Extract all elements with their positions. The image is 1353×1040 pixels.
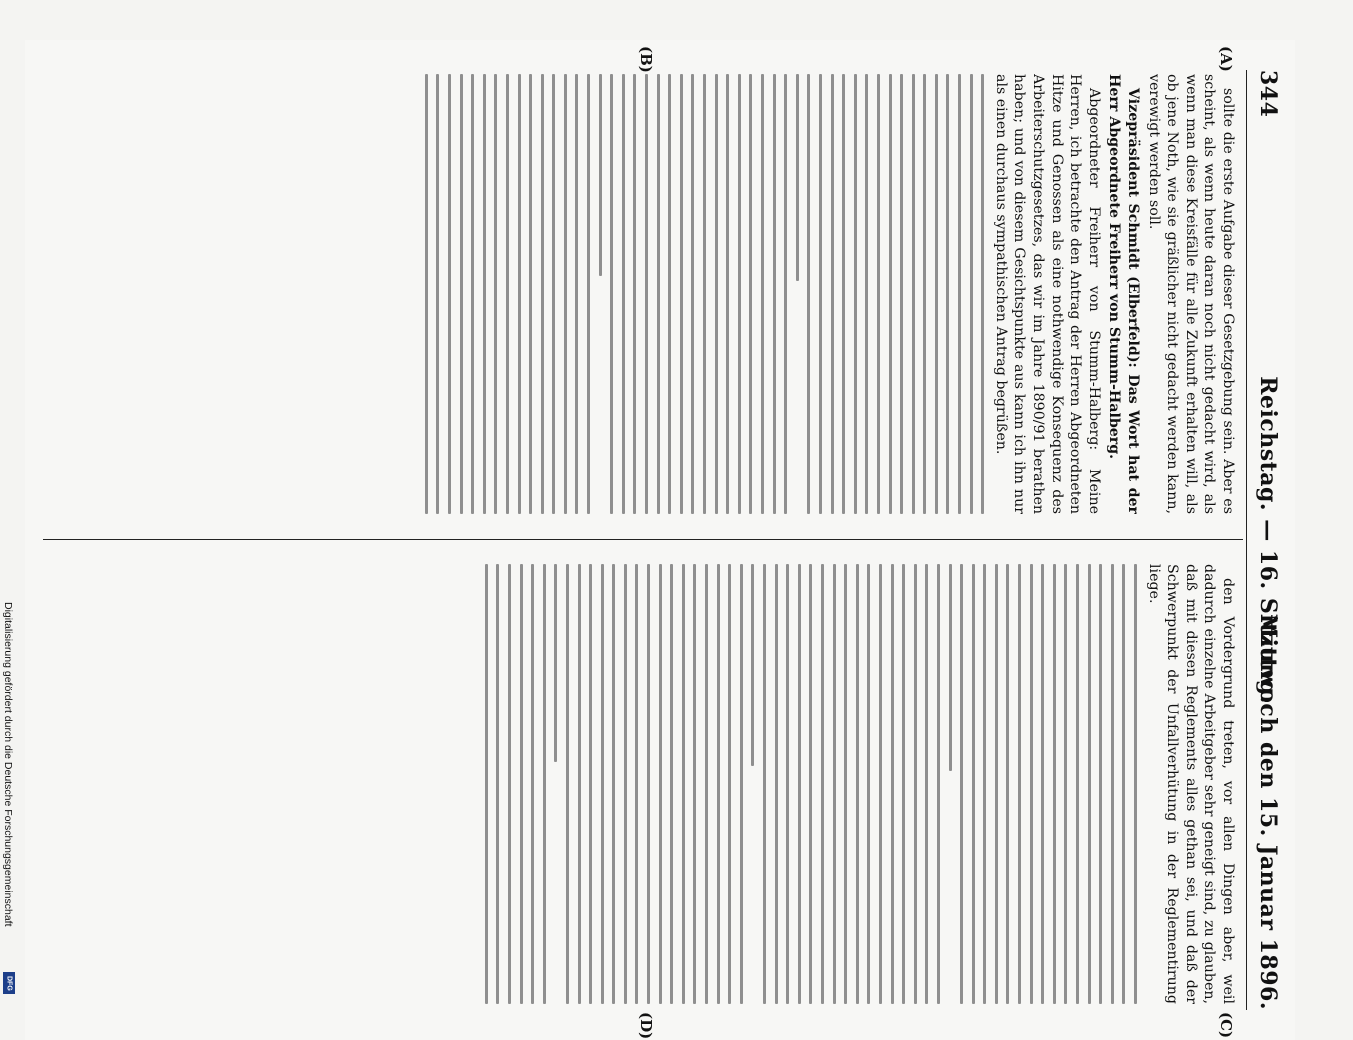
text-line: [1007, 564, 1010, 1004]
text-line: [891, 564, 894, 1004]
margin-marker-d: (D): [637, 1012, 655, 1040]
left-column: [47, 74, 1237, 514]
text-line: [645, 74, 648, 514]
text-line: [576, 74, 579, 514]
text-line: [691, 74, 694, 514]
text-line: [900, 74, 903, 514]
text-line: [717, 564, 720, 1004]
text-line: [912, 74, 915, 514]
text-line: [923, 74, 926, 514]
text-line: [508, 564, 511, 1004]
page-title: Reichstag. — 16. Sitzung.: [1255, 376, 1281, 704]
margin-marker-a: (A): [1217, 46, 1235, 72]
text-line: [647, 564, 650, 1004]
text-line: [670, 564, 673, 1004]
column-divider: [43, 539, 1243, 540]
text-line: [786, 564, 789, 1004]
text-line: [566, 564, 569, 1004]
illegible-body-text: [425, 74, 985, 514]
text-line: [518, 74, 521, 514]
text-line: [796, 74, 799, 281]
text-line: [705, 564, 708, 1004]
text-line: [856, 564, 859, 1004]
text-line: [925, 564, 928, 1004]
text-line: [728, 564, 731, 1004]
text-line: [693, 564, 696, 1004]
text-line: [1099, 564, 1102, 1004]
text-line: [854, 74, 857, 514]
text-line: [460, 74, 463, 514]
text-line: [599, 74, 602, 276]
page-header: [1249, 70, 1285, 1010]
text-line: [564, 74, 567, 514]
header-rule: [1246, 70, 1247, 1010]
text-line: [761, 74, 764, 514]
text-line: [958, 74, 961, 514]
text-line: [763, 564, 766, 1004]
text-line: [726, 74, 729, 514]
left-opening-paragraph: sollte die erste Aufgabe dieser Gesetzgebung sein. Aber es scheint, als wenn heute daran noch nicht gedacht wird, als wenn man diese Kreisfälle für alle Zukunft erhalten will, als ob jene Noth, wie sie gräßlicher nicht gedacht werden kann, verewigt werden soll.: [1145, 74, 1236, 514]
text-line: [668, 74, 671, 514]
text-line: [947, 74, 950, 514]
text-line: [485, 564, 488, 1004]
text-line: [784, 74, 787, 514]
text-line: [749, 74, 752, 514]
right-opening-paragraph: den Vordergrund treten, vor allen Dingen aber, weil dadurch einzelne Arbeitgeber sehr geneigt sind, zu glauben, daß mit diesen Reglements alles gethan sei, und daß der Schwerpunkt der Unfallverhütung in der Reglementirung liege.: [1145, 564, 1236, 1004]
text-line: [773, 74, 776, 514]
text-line: [1053, 564, 1056, 1004]
text-line: [833, 564, 836, 1004]
text-line: [552, 74, 555, 514]
text-line: [1111, 564, 1114, 1004]
text-line: [659, 564, 662, 1004]
text-line: [960, 564, 963, 1004]
text-line: [970, 74, 973, 514]
text-line: [821, 564, 824, 1004]
text-line: [494, 74, 497, 514]
text-line: [682, 564, 685, 1004]
text-line: [601, 564, 604, 1004]
speaker-paragraph-vizepraesident: Vizepräsident Schmidt (Elberfeld): Das Wort hat der Herr Abgeordnete Freiherr von Stumm-Halberg.: [1106, 74, 1142, 514]
scanned-page: [25, 40, 1295, 1040]
text-line: [1134, 564, 1137, 1004]
text-line: [520, 564, 523, 1004]
text-line: [578, 564, 581, 1004]
session-date: Mittwoch den 15. Januar 1896.: [1255, 613, 1281, 1010]
text-line: [751, 564, 754, 766]
text-line: [529, 74, 532, 514]
text-line: [554, 564, 557, 762]
page-number: 344: [1255, 70, 1281, 118]
text-line: [436, 74, 439, 514]
text-line: [738, 74, 741, 514]
text-line: [983, 564, 986, 1004]
text-line: [842, 74, 845, 514]
text-line: [1030, 564, 1033, 1004]
right-column: [47, 564, 1237, 1004]
text-line: [937, 564, 940, 1004]
margin-marker-b: (B): [637, 46, 655, 73]
text-line: [819, 74, 822, 514]
text-line: [622, 74, 625, 514]
text-line: [1018, 564, 1021, 1004]
text-line: [809, 564, 812, 1004]
text-line: [543, 564, 546, 1004]
text-line: [1041, 564, 1044, 1004]
text-line: [610, 74, 613, 514]
illegible-body-text: [485, 564, 1137, 1004]
text-line: [624, 564, 627, 1004]
text-line: [1122, 564, 1125, 1004]
text-line: [935, 74, 938, 514]
text-line: [867, 564, 870, 1004]
text-line: [981, 74, 984, 514]
text-line: [483, 74, 486, 514]
text-line: [889, 74, 892, 514]
text-line: [680, 74, 683, 514]
margin-marker-c: (C): [1217, 1012, 1235, 1039]
text-line: [949, 564, 952, 771]
text-line: [715, 74, 718, 514]
text-line: [1088, 564, 1091, 1004]
text-line: [879, 564, 882, 1004]
speaker-paragraph-stumm: Abgeordneter Freiherr von Stumm-Halberg: Meine Herren, ich betrachte den Antrag der Herren Abgeordneten Hitze und Genossen als eine nothwendige Konsequenz des Arbeiterschutzgesetzes, das wir im Jahre 1890/91 berathen haben; und von diesem Gesichtspunkte aus kann ich ihn nur als einen durchaus sympathischen Antrag begrüßen.: [992, 74, 1102, 514]
text-line: [636, 564, 639, 1004]
text-line: [471, 74, 474, 514]
text-line: [775, 564, 778, 1004]
text-line: [496, 564, 499, 1004]
text-line: [902, 564, 905, 1004]
text-line: [633, 74, 636, 514]
text-line: [531, 564, 534, 1004]
text-line: [831, 74, 834, 514]
text-line: [587, 74, 590, 514]
text-line: [807, 74, 810, 514]
digitization-credit-text: Digitalisierung gefördert durch die Deutsche Forschungsgemeinschaft: [2, 602, 14, 927]
text-line: [865, 74, 868, 514]
text-line: [506, 74, 509, 514]
text-line: [995, 564, 998, 1004]
text-line: [657, 74, 660, 514]
text-line: [877, 74, 880, 514]
text-line: [1076, 564, 1079, 1004]
text-line: [798, 564, 801, 1004]
text-line: [914, 564, 917, 1004]
text-line: [740, 564, 743, 1004]
dfg-logo: DFG: [3, 972, 15, 994]
text-line: [448, 74, 451, 514]
text-line: [1064, 564, 1067, 1004]
text-line: [612, 564, 615, 1004]
text-line: [972, 564, 975, 1004]
text-line: [844, 564, 847, 1004]
digitization-credit: [0, 0, 18, 1000]
text-line: [703, 74, 706, 514]
text-line: [425, 74, 428, 514]
text-line: [589, 564, 592, 1004]
text-line: [541, 74, 544, 514]
